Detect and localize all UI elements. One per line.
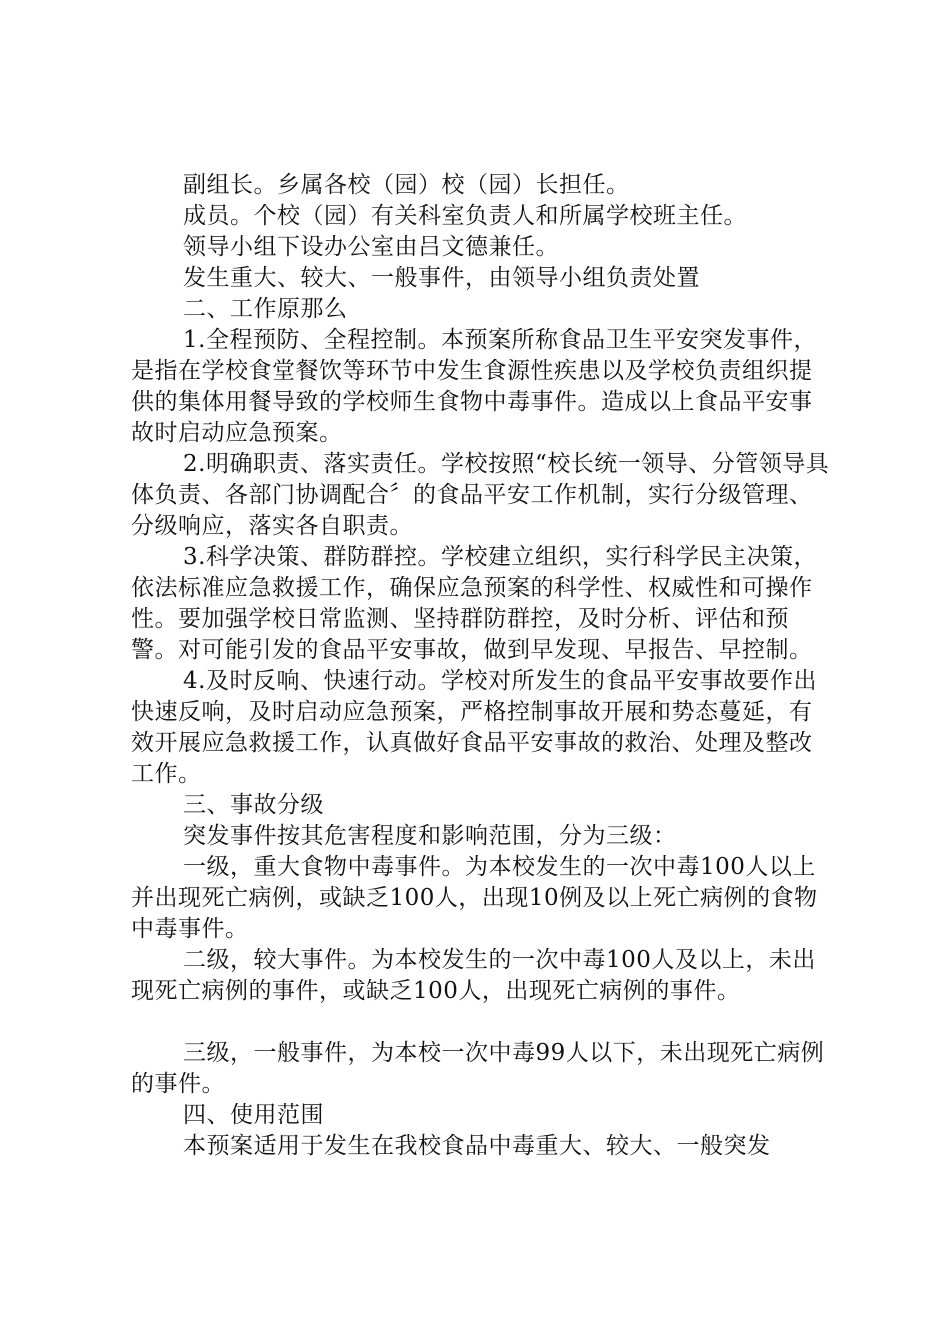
paragraph-members: 成员。个校（园）有关科室负责人和所属学校班主任。: [183, 203, 747, 229]
document-body: [131, 170, 831, 1162]
section-heading-principles: 二、工作原那么: [183, 296, 348, 322]
paragraph-level-1: 一级，重大食物中毒事件。为本校发生的一次中毒100人以上并出现死亡病例，或缺乏100人，出现10例及以上死亡病例的食物中毒事件。: [131, 854, 818, 942]
paragraph-handling: 发生重大、较大、一般事件，由领导小组负责处置: [183, 265, 700, 291]
paragraph-scope: 本预案适用于发生在我校食品中毒重大、较大、一般突发: [183, 1133, 771, 1159]
paragraph-level-2: 二级，较大事件。为本校发生的一次中毒100人及以上，未出现死亡病例的事件，或缺乏100人，出现死亡病例的事件。: [131, 947, 816, 1004]
paragraph-principle-1: 1.全程预防、全程控制。本预案所称食品卫生平安突发事件，是指在学校食堂餐饮等环节中发生食源性疾患以及学校负责组织提供的集体用餐导致的学校师生食物中毒事件。造成以上食品平安事故时启动应急预案。: [131, 327, 817, 446]
paragraph-classification-intro: 突发事件按其危害程度和影响范围，分为三级：: [183, 823, 677, 849]
paragraph-principle-3: 3.科学决策、群防群控。学校建立组织，实行科学民主决策，依法标准应急救援工作，确保应急预案的科学性、权威性和可操作性。要加强学校日常监测、坚持群防群控，及时分析、评估和预警。对可能引发的食品平安事故，做到早发现、早报告、早控制。: [131, 544, 817, 663]
paragraph-level-3: 三级，一般事件，为本校一次中毒99人以下，未出现死亡病例的事件。: [131, 1040, 825, 1097]
blank-line: [131, 1007, 831, 1038]
paragraph-office: 领导小组下设办公室由吕文德兼任。: [183, 234, 559, 260]
paragraph-principle-4: 4.及时反响、快速行动。学校对所发生的食品平安事故要作出快速反响，及时启动应急预案，严格控制事故开展和势态蔓延，有效开展应急救援工作，认真做好食品平安事故的救治、处理及整改工作。: [131, 668, 817, 787]
paragraph-deputy-leader: 副组长。乡属各校（园）校（园）长担任。: [183, 172, 630, 198]
section-heading-scope: 四、使用范围: [183, 1102, 324, 1128]
paragraph-principle-2: 2.明确职责、落实责任。学校按照“校长统一领导、分管领导具体负责、各部门协调配合〞的食品平安工作机制，实行分级管理、分级响应，落实各自职责。: [131, 451, 830, 539]
section-heading-classification: 三、事故分级: [183, 792, 324, 818]
